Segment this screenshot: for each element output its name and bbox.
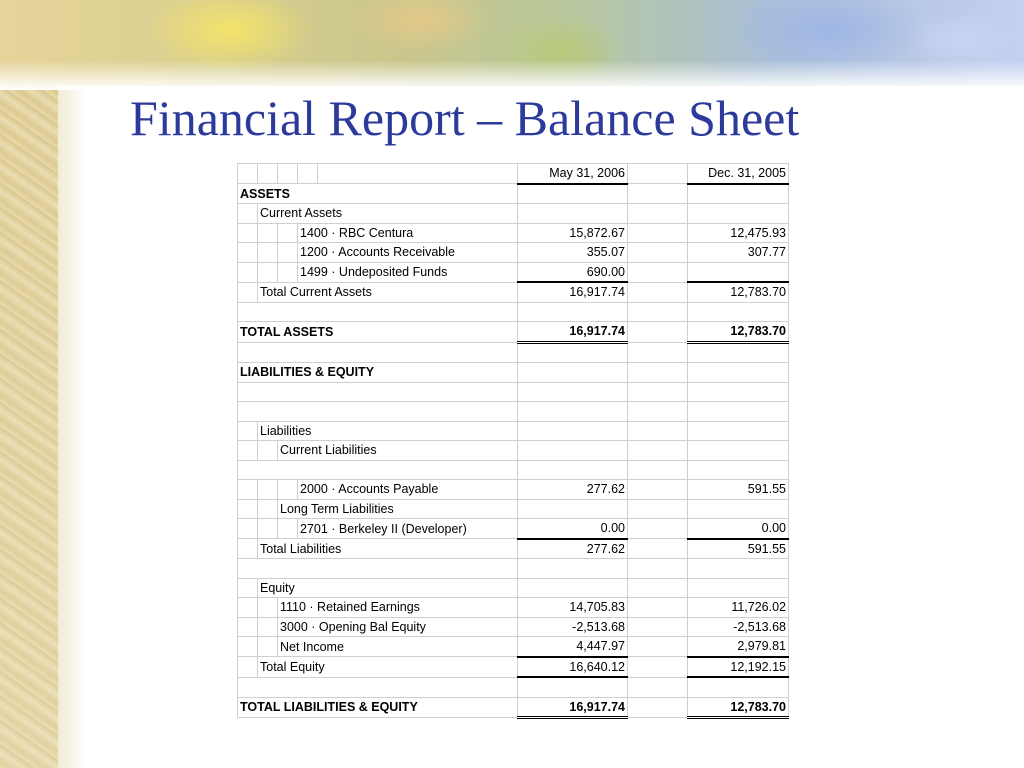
value-may-2006: 16,917.74 bbox=[518, 697, 628, 718]
value-dec-2005: 12,783.70 bbox=[688, 282, 789, 302]
row-label: Current Liabilities bbox=[278, 441, 518, 461]
row-label: Net Income bbox=[278, 637, 518, 657]
value-dec-2005: 591.55 bbox=[688, 480, 789, 500]
spacer-row bbox=[238, 402, 789, 422]
row-label: 3000 · Opening Bal Equity bbox=[278, 617, 518, 637]
table-row bbox=[238, 204, 789, 224]
row-label: TOTAL LIABILITIES & EQUITY bbox=[238, 697, 518, 718]
column-header-dec-2005: Dec. 31, 2005 bbox=[688, 164, 789, 184]
row-label bbox=[238, 402, 518, 422]
table-row bbox=[238, 480, 789, 500]
value-dec-2005 bbox=[688, 421, 789, 441]
value-dec-2005 bbox=[688, 578, 789, 598]
table-row bbox=[238, 363, 789, 383]
value-may-2006: 16,917.74 bbox=[518, 322, 628, 343]
value-dec-2005 bbox=[688, 363, 789, 383]
value-dec-2005: 2,979.81 bbox=[688, 637, 789, 657]
value-may-2006 bbox=[518, 499, 628, 519]
value-may-2006 bbox=[518, 441, 628, 461]
value-dec-2005: 11,726.02 bbox=[688, 598, 789, 618]
value-dec-2005 bbox=[688, 460, 789, 480]
value-may-2006: 15,872.67 bbox=[518, 223, 628, 243]
table-row bbox=[238, 578, 789, 598]
row-label: Equity bbox=[258, 578, 518, 598]
value-may-2006: 355.07 bbox=[518, 243, 628, 263]
value-may-2006 bbox=[518, 342, 628, 363]
row-label: LIABILITIES & EQUITY bbox=[238, 363, 518, 383]
value-dec-2005 bbox=[688, 342, 789, 363]
row-label: ASSETS bbox=[238, 184, 518, 204]
value-may-2006 bbox=[518, 363, 628, 383]
slide-title: Financial Report – Balance Sheet bbox=[130, 90, 800, 146]
table-row bbox=[238, 637, 789, 657]
value-may-2006 bbox=[518, 578, 628, 598]
table-row bbox=[238, 282, 789, 302]
value-may-2006: 14,705.83 bbox=[518, 598, 628, 618]
value-dec-2005: 591.55 bbox=[688, 539, 789, 559]
value-may-2006: 16,640.12 bbox=[518, 657, 628, 678]
value-dec-2005: 12,192.15 bbox=[688, 657, 789, 678]
table-row bbox=[238, 539, 789, 559]
value-dec-2005 bbox=[688, 559, 789, 579]
row-label bbox=[238, 302, 518, 322]
header-row bbox=[238, 164, 789, 184]
value-dec-2005 bbox=[688, 204, 789, 224]
row-label: 2701 · Berkeley II (Developer) bbox=[298, 519, 518, 539]
value-dec-2005 bbox=[688, 677, 789, 697]
spacer-row bbox=[238, 382, 789, 402]
value-may-2006 bbox=[518, 677, 628, 697]
row-label bbox=[238, 677, 518, 697]
spacer-row bbox=[238, 559, 789, 579]
table-row bbox=[238, 519, 789, 539]
value-may-2006: 690.00 bbox=[518, 262, 628, 282]
row-label bbox=[238, 559, 518, 579]
value-may-2006: -2,513.68 bbox=[518, 617, 628, 637]
row-label: 1110 · Retained Earnings bbox=[278, 598, 518, 618]
row-label: Liabilities bbox=[258, 421, 518, 441]
value-dec-2005: 12,475.93 bbox=[688, 223, 789, 243]
row-label: 1200 · Accounts Receivable bbox=[298, 243, 518, 263]
value-may-2006 bbox=[518, 421, 628, 441]
table-row bbox=[238, 322, 789, 343]
value-dec-2005: -2,513.68 bbox=[688, 617, 789, 637]
value-may-2006: 0.00 bbox=[518, 519, 628, 539]
value-may-2006 bbox=[518, 184, 628, 204]
row-label: 1499 · Undeposited Funds bbox=[298, 262, 518, 282]
value-dec-2005: 12,783.70 bbox=[688, 322, 789, 343]
table-row bbox=[238, 657, 789, 678]
spacer-row bbox=[238, 460, 789, 480]
table-row bbox=[238, 421, 789, 441]
value-dec-2005: 12,783.70 bbox=[688, 697, 789, 718]
value-may-2006: 277.62 bbox=[518, 539, 628, 559]
row-label bbox=[238, 342, 518, 363]
column-header-may-2006: May 31, 2006 bbox=[518, 164, 628, 184]
value-may-2006 bbox=[518, 302, 628, 322]
spacer-row bbox=[238, 302, 789, 322]
value-may-2006: 277.62 bbox=[518, 480, 628, 500]
row-label: Long Term Liabilities bbox=[278, 499, 518, 519]
table-row bbox=[238, 184, 789, 204]
table-row bbox=[238, 697, 789, 718]
left-decorative-strip bbox=[0, 0, 58, 768]
row-label: Total Equity bbox=[258, 657, 518, 678]
value-dec-2005 bbox=[688, 262, 789, 282]
value-may-2006: 16,917.74 bbox=[518, 282, 628, 302]
row-label bbox=[238, 382, 518, 402]
table-row bbox=[238, 598, 789, 618]
row-label: Total Liabilities bbox=[258, 539, 518, 559]
value-may-2006 bbox=[518, 402, 628, 422]
value-dec-2005 bbox=[688, 184, 789, 204]
spacer-row bbox=[238, 677, 789, 697]
value-dec-2005 bbox=[688, 302, 789, 322]
value-dec-2005: 307.77 bbox=[688, 243, 789, 263]
value-may-2006 bbox=[518, 382, 628, 402]
value-dec-2005 bbox=[688, 499, 789, 519]
value-dec-2005 bbox=[688, 402, 789, 422]
table-row bbox=[238, 243, 789, 263]
table-row bbox=[238, 499, 789, 519]
value-may-2006 bbox=[518, 559, 628, 579]
row-label: 1400 · RBC Centura bbox=[298, 223, 518, 243]
row-label bbox=[238, 460, 518, 480]
balance-sheet-table bbox=[237, 163, 789, 719]
table-row bbox=[238, 223, 789, 243]
spacer-row bbox=[238, 342, 789, 363]
table-row bbox=[238, 441, 789, 461]
value-dec-2005: 0.00 bbox=[688, 519, 789, 539]
value-dec-2005 bbox=[688, 382, 789, 402]
table-row bbox=[238, 262, 789, 282]
value-dec-2005 bbox=[688, 441, 789, 461]
table-row bbox=[238, 617, 789, 637]
row-label: Current Assets bbox=[258, 204, 518, 224]
value-may-2006: 4,447.97 bbox=[518, 637, 628, 657]
row-label: Total Current Assets bbox=[258, 282, 518, 302]
row-label: 2000 · Accounts Payable bbox=[298, 480, 518, 500]
row-label: TOTAL ASSETS bbox=[238, 322, 518, 343]
value-may-2006 bbox=[518, 460, 628, 480]
value-may-2006 bbox=[518, 204, 628, 224]
